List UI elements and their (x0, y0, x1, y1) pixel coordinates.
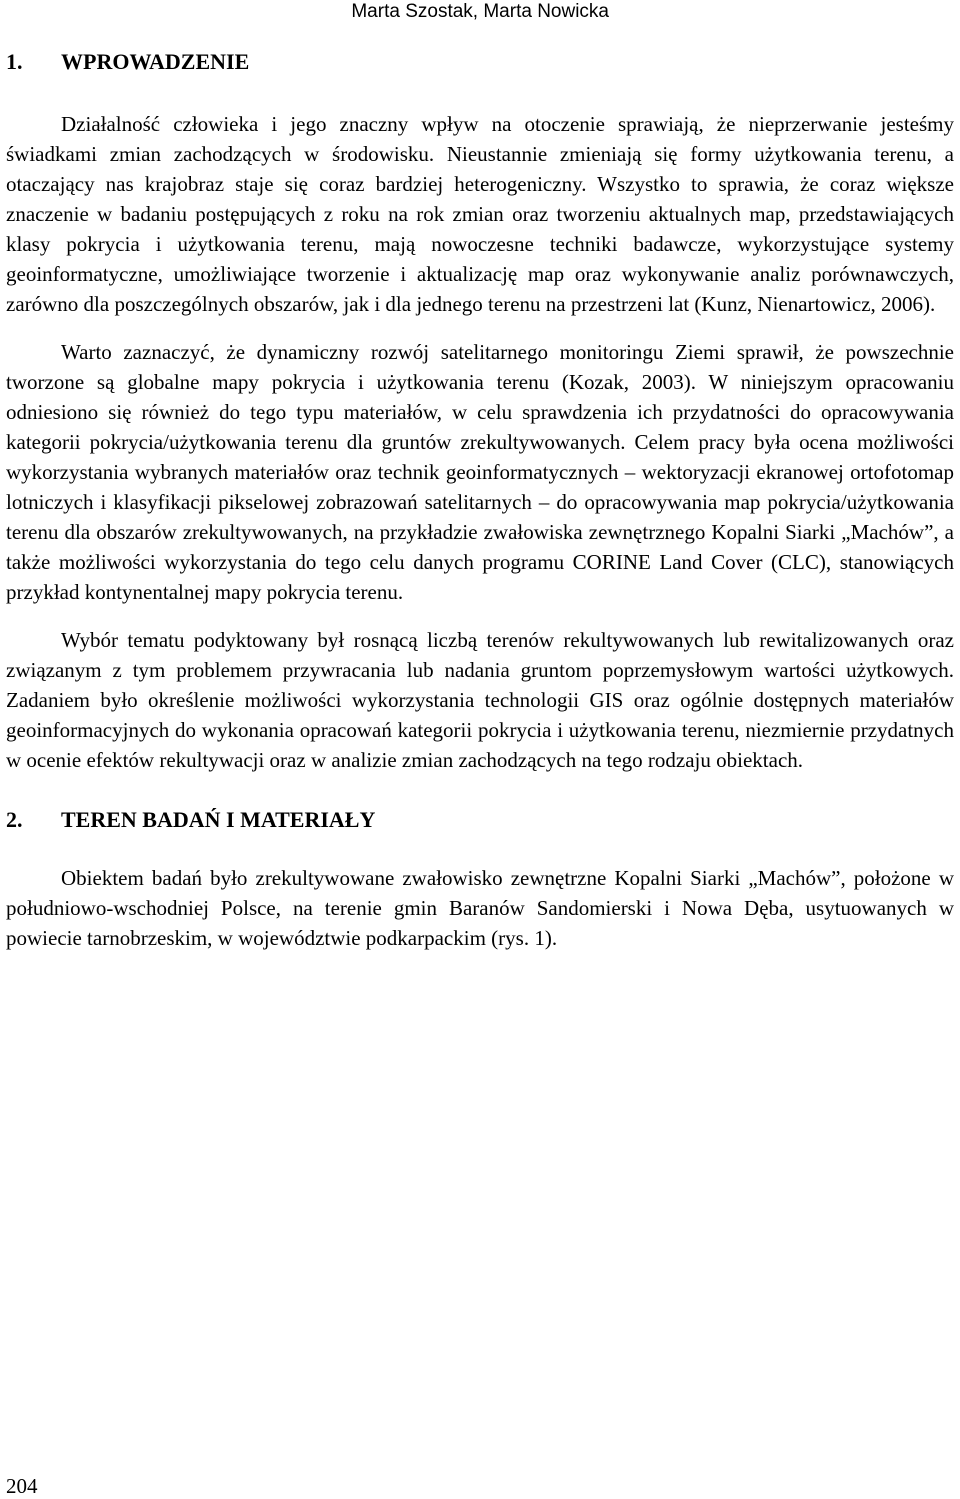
section-number: 2. (6, 807, 23, 832)
paragraph: Działalność człowieka i jego znaczny wpływ na otoczenie sprawiają, że nieprzerwanie jesteśmy świadkami zmian zachodzących w środowisku. Nieustannie zmieniają się formy użytkowania terenu, a otaczający nas krajobraz staje się coraz bardziej heterogeniczny. Wszystko to sprawia, że coraz większe znaczenie w badaniu postępujących z roku na rok zmian oraz tworzeniu aktualnych map, przedstawiających klasy pokrycia i użytkowania terenu, mają nowoczesne techniki badawcze, wykorzystujące systemy geoinformatyczne, umożliwiające tworzenie i aktualizację map oraz wykonywanie analiz porównawczych, zarówno dla poszczególnych obszarów, jak i dla jednego terenu na przestrzeni lat (Kunz, Nienartowicz, 2006). (6, 112, 954, 316)
running-header-authors: Marta Szostak, Marta Nowicka (351, 1, 609, 22)
section-heading-introduction (6, 47, 954, 77)
paragraph: Warto zaznaczyć, że dynamiczny rozwój satelitarnego monitoringu Ziemi sprawił, że powszechnie tworzone są globalne mapy pokrycia i użytkowania terenu (Kozak, 2003). W niniejszym opracowaniu odniesiono się również do tego typu materiałów, w celu sprawdzenia ich przydatności do opracowywania kategorii pokrycia/użytkowania terenu dla gruntów zrekultywowanych. Celem pracy była ocena możliwości wykorzystania wybranych materiałów oraz technik geoinformatycznych – wektoryzacji ekranowej ortofotomap lotniczych i klasyfikacji pikselowej zobrazowań satelitarnych – do opracowywania map pokrycia/użytkowania terenu dla obszarów zrekultywowanych, na przykładzie zwałowiska zewnętrznego Kopalni Siarki „Machów”, a także możliwości wykorzystania do tego celu danych programu CORINE Land Cover (CLC), stanowiących przykład kontynentalnej mapy pokrycia terenu. (6, 340, 954, 604)
paragraph: Wybór tematu podyktowany był rosnącą liczbą terenów rekultywowanych lub rewitalizowanych oraz związanym z tym problemem przywracania lub nadania gruntom poprzemysłowym wartości użytkowych. Zadaniem było określenie możliwości wykorzystania technologii GIS oraz ogólnie dostępnych materiałów geoinformacyjnych do wykonania opracowań kategorii pokrycia i użytkowania terenu, niezmiernie przydatnych w ocenie efektów rekultywacji oraz w analizie zmian zachodzących na tego rodzaju obiektach. (6, 628, 954, 772)
section-title: TEREN BADAŃ I MATERIAŁY (61, 807, 376, 832)
page-content (6, 47, 954, 953)
section-heading-study-area (6, 805, 954, 835)
page-number: 204 (6, 1474, 38, 1498)
section-number: 1. (6, 49, 23, 74)
section-title: WPROWADZENIE (61, 49, 250, 74)
paragraph: Obiektem badań było zrekultywowane zwałowisko zewnętrzne Kopalni Siarki „Machów”, położone w południowo-wschodniej Polsce, na terenie gmin Baranów Sandomierski i Nowa Dęba, usytuowanych w powiecie tarnobrzeskim, w województwie podkarpackim (rys. 1). (6, 866, 954, 950)
